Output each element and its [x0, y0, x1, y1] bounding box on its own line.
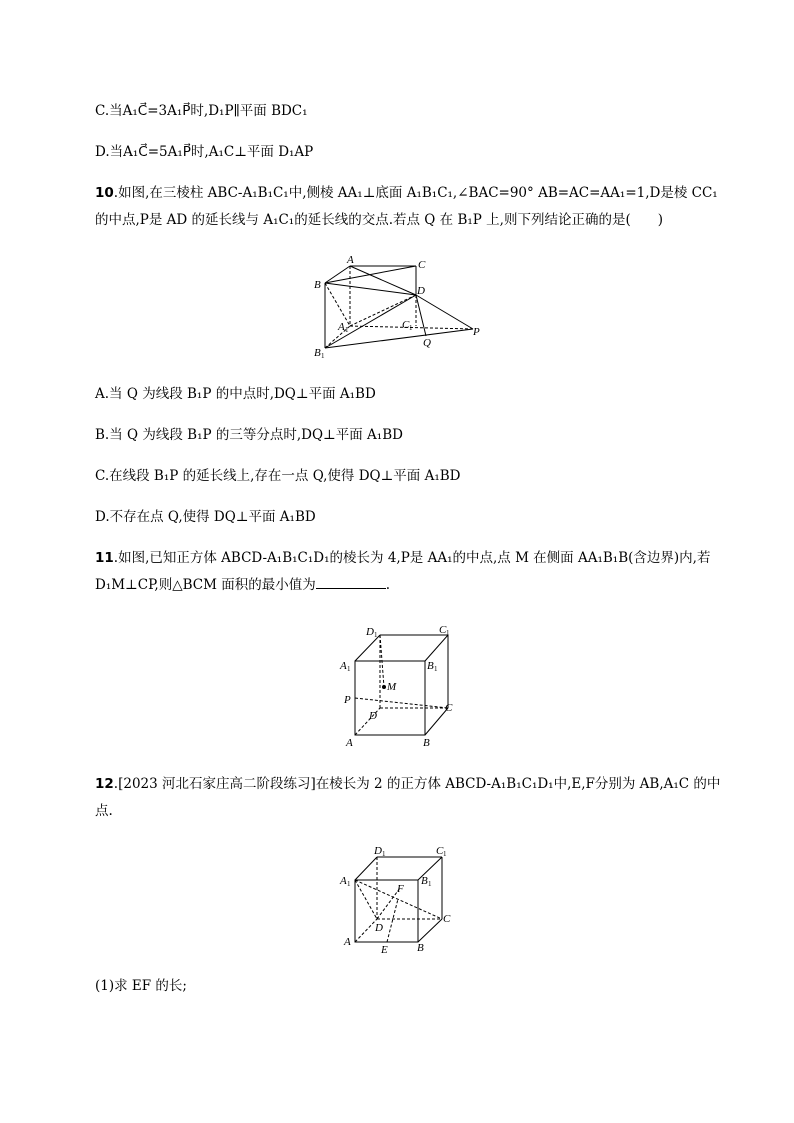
- label-C1: C: [439, 624, 447, 636]
- q10-option-d: D.不存在点 Q,使得 DQ⊥平面 A₁BD: [95, 509, 316, 525]
- edge-a1d1: [355, 857, 377, 880]
- label-C: C: [443, 913, 451, 925]
- label-A: A: [346, 737, 353, 749]
- label-D1: D: [374, 845, 382, 857]
- q9-option-c: C.当A₁C⃗=3A₁P⃗时,D₁P∥平面 BDC₁: [95, 103, 308, 119]
- label-B1-sub: 1: [434, 665, 438, 673]
- label-C1-sub: 1: [443, 850, 447, 858]
- q11-number: 11: [95, 550, 114, 566]
- label-D1-sub: 1: [374, 631, 378, 639]
- label-A1: A: [338, 321, 345, 333]
- label-C1-sub: 1: [409, 324, 413, 332]
- q9-option-d: D.当A₁C⃗=5A₁P⃗时,A₁C⊥平面 D₁AP: [95, 144, 314, 160]
- q10-option-b: B.当 Q 为线段 B₁P 的三等分点时,DQ⊥平面 A₁BD: [95, 427, 403, 443]
- q12-part1: (1)求 EF 的长;: [95, 978, 187, 994]
- q12-figure: [335, 840, 465, 958]
- label-B: B: [417, 942, 424, 954]
- label-A1: A: [340, 660, 347, 672]
- label-A1: A: [340, 875, 347, 887]
- label-B1: B: [427, 660, 434, 672]
- edge-dq: [416, 295, 426, 336]
- q12-stem-line2: 点.: [95, 803, 113, 819]
- label-P: P: [344, 694, 351, 706]
- q11-stem-end: .: [385, 577, 391, 593]
- q11-answer-blank[interactable]: [316, 576, 386, 589]
- label-C: C: [445, 702, 453, 714]
- q10-stem-text1: .如图,在三棱柱 ABC-A₁B₁C₁中,侧棱 AA₁⊥底面 A₁B₁C₁,∠BAC=90° AB=AC=AA₁=1,D是棱 CC₁: [113, 185, 718, 201]
- label-Q: Q: [423, 337, 431, 349]
- label-B1: B: [314, 347, 321, 359]
- label-P: P: [473, 326, 480, 338]
- q10-figure: [305, 250, 495, 362]
- label-B1-sub: 1: [321, 352, 325, 360]
- label-C1: C: [436, 845, 444, 857]
- q11-stem-text1: .如图,已知正方体 ABCD-A₁B₁C₁D₁的棱长为 4,P是 AA₁的中点,点 M 在侧面 AA₁B₁B(含边界)内,若: [113, 550, 711, 566]
- label-C: C: [418, 259, 426, 271]
- label-D: D: [375, 922, 383, 934]
- edge-b1c1: [425, 635, 448, 661]
- q10-option-c: C.在线段 B₁P 的延长线上,存在一点 Q,使得 DQ⊥平面 A₁BD: [95, 468, 461, 484]
- edge-bc: [418, 919, 442, 942]
- edge-bc: [325, 266, 416, 283]
- label-A1-sub: 1: [347, 880, 351, 888]
- q11-stem-line1: [95, 548, 710, 568]
- label-E: E: [381, 944, 388, 956]
- label-D1-sub: 1: [382, 850, 386, 858]
- label-A: A: [347, 254, 354, 266]
- label-C1-sub: 1: [446, 629, 450, 637]
- edge-a1d: [355, 880, 377, 919]
- q10-number: 10: [95, 185, 114, 201]
- label-C1: C: [402, 319, 410, 331]
- label-F: F: [397, 883, 404, 895]
- label-A1-sub: 1: [347, 665, 351, 673]
- q12-number: 12: [95, 776, 114, 792]
- edge-pc: [355, 698, 448, 708]
- label-M: M: [387, 681, 397, 693]
- q11-stem-line2: [95, 575, 390, 595]
- label-B1-sub: 1: [428, 880, 432, 888]
- label-D1: D: [366, 626, 374, 638]
- edge-ef: [387, 899, 398, 942]
- label-B: B: [423, 737, 430, 749]
- label-A1-sub: 1: [345, 326, 349, 334]
- label-A: A: [344, 936, 351, 948]
- q10-stem-line2: 的中点,P是 AD 的延长线与 A₁C₁的延长线的交点.若点 Q 在 B₁P 上,则下列结论正确的是( ): [95, 212, 663, 228]
- q12-stem-line1: [95, 774, 720, 794]
- q11-stem-text2: D₁M⊥CP,则△BCM 面积的最小值为: [95, 577, 316, 593]
- label-B: B: [314, 279, 321, 291]
- label-B1: B: [421, 875, 428, 887]
- edge-ba1: [325, 283, 350, 326]
- edge-dp: [416, 295, 473, 329]
- label-D: D: [417, 285, 425, 297]
- q10-option-a: A.当 Q 为线段 B₁P 的中点时,DQ⊥平面 A₁BD: [95, 386, 376, 402]
- edge-ad: [355, 919, 377, 942]
- point-m: [382, 685, 386, 689]
- q11-figure: [335, 615, 465, 750]
- face-front: [355, 880, 418, 942]
- q10-stem-line1: [95, 183, 718, 203]
- q12-stem-text1: .[2023 河北石家庄高二阶段练习]在棱长为 2 的正方体 ABCD-A₁B₁C₁D₁中,E,F分别为 AB,A₁C 的中: [113, 776, 721, 792]
- label-D: D: [369, 710, 377, 722]
